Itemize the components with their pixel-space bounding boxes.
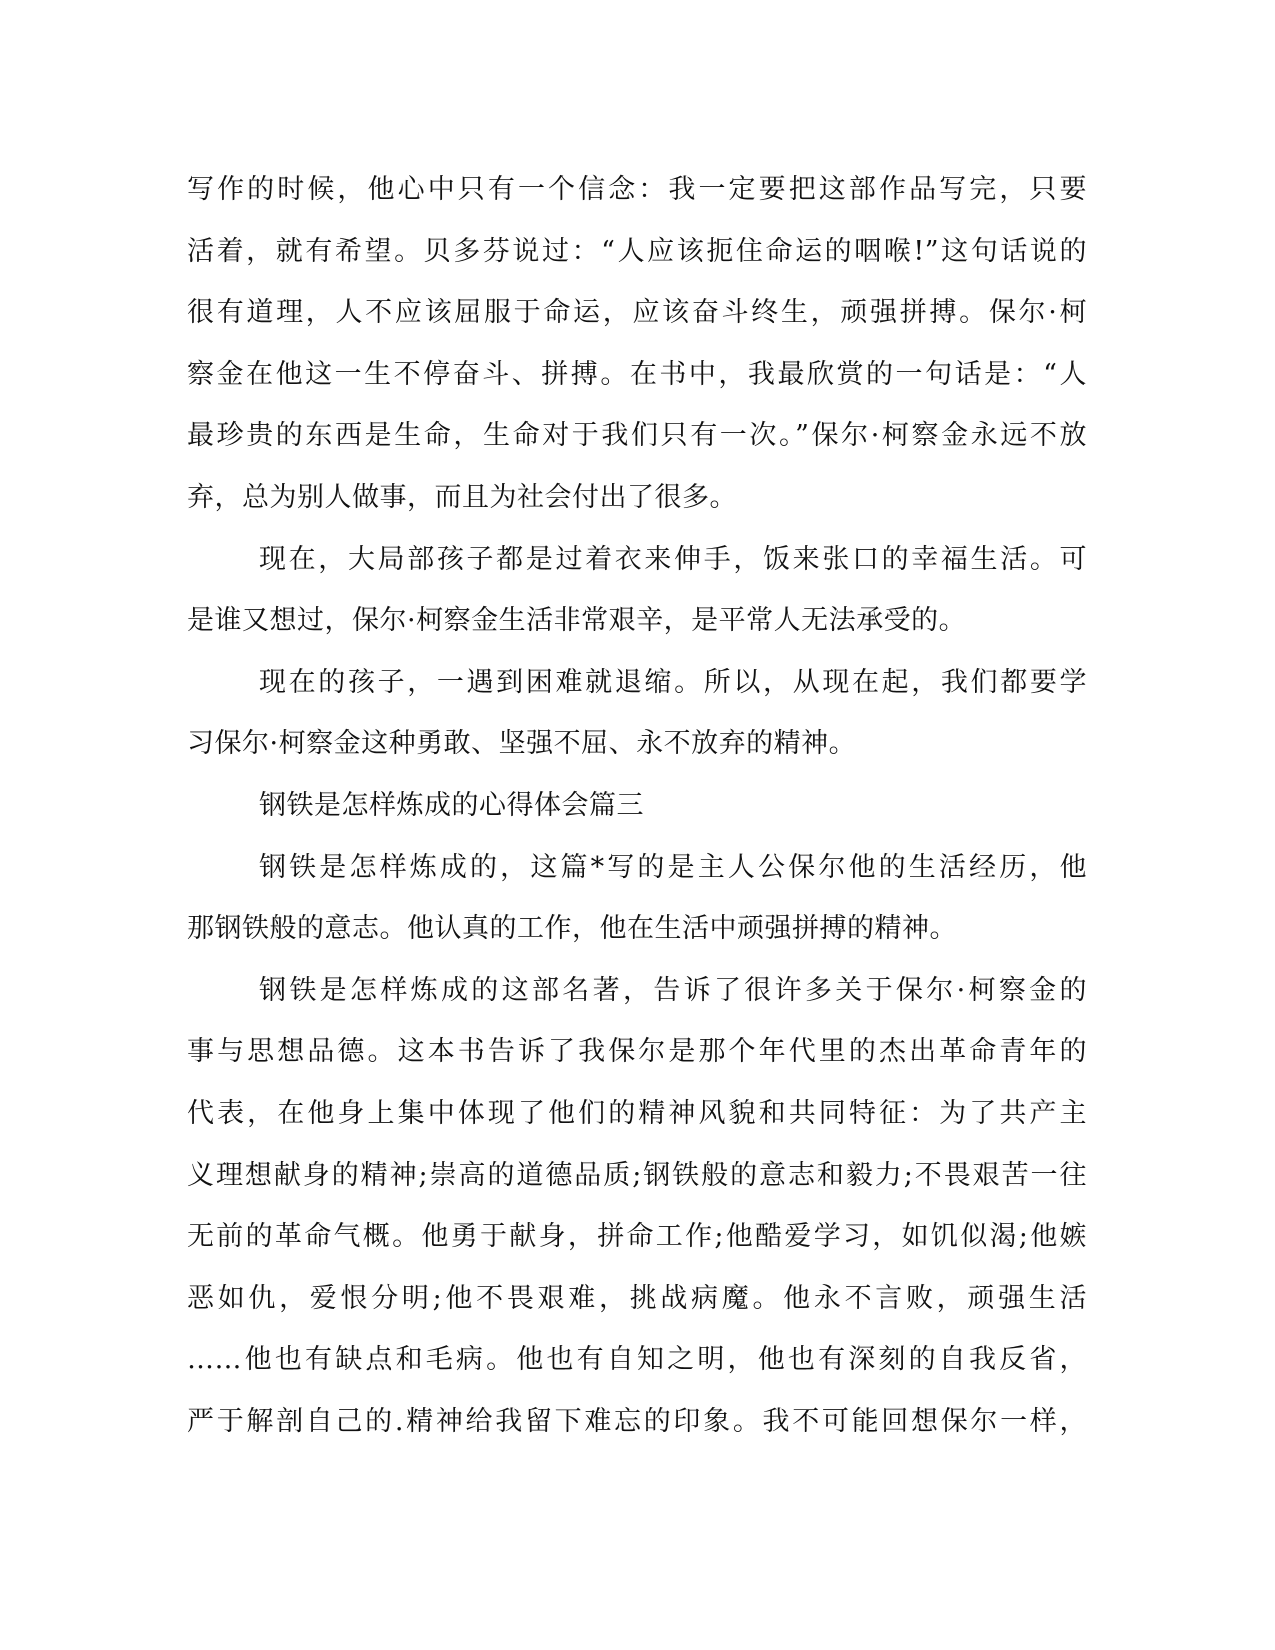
text-line-12: 钢铁是怎样炼成的，这篇*写的是主人公保尔他的生活经历，他	[259, 851, 1087, 883]
text-line-13: 那钢铁般的意志。他认真的工作，他在生活中顽强拼搏的精神。	[187, 913, 957, 945]
text-line-15: 事与思想品德。这本书告诉了我保尔是那个年代里的杰出革命青年的	[187, 1036, 1087, 1068]
text-line-7: 现在，大局部孩子都是过着衣来伸手，饭来张口的幸福生活。可	[259, 543, 1087, 575]
text-line-1: 写作的时候，他心中只有一个信念：我一定要把这部作品写完，只要	[187, 174, 1087, 205]
text-line-17: 义理想献身的精神;崇高的道德品质;钢铁般的意志和毅力;不畏艰苦一往	[187, 1159, 1087, 1191]
text-line-20: ……他也有缺点和毛病。他也有自知之明，他也有深刻的自我反省，	[187, 1344, 1087, 1376]
text-line-8: 是谁又想过，保尔·柯察金生活非常艰辛，是平常人无法承受的。	[187, 605, 967, 637]
document-body	[187, 159, 1087, 1452]
text-line-4: 察金在他这一生不停奋斗、拼搏。在书中，我最欣赏的一句话是：“人	[187, 358, 1087, 390]
text-line-21: 严于解剖自己的.精神给我留下难忘的印象。我不可能回想保尔一样，	[187, 1405, 1087, 1437]
text-line-14: 钢铁是怎样炼成的这部名著，告诉了很许多关于保尔·柯察金的	[259, 974, 1087, 1006]
text-line-18: 无前的革命气概。他勇于献身，拼命工作;他酷爱学习，如饥似渴;他嫉	[187, 1221, 1087, 1253]
text-line-19: 恶如仇，爱恨分明;他不畏艰难，挑战病魔。他永不言败，顽强生活	[187, 1282, 1087, 1314]
text-line-2: 活着，就有希望。贝多芬说过：“人应该扼住命运的咽喉!”这句话说的	[187, 235, 1087, 267]
text-line-9: 现在的孩子，一遇到困难就退缩。所以，从现在起，我们都要学	[259, 666, 1087, 698]
text-line-16: 代表，在他身上集中体现了他们的精神风貌和共同特征：为了共产主	[187, 1097, 1087, 1129]
text-line-10: 习保尔·柯察金这种勇敢、坚强不屈、永不放弃的精神。	[187, 728, 857, 760]
section-heading: 钢铁是怎样炼成的心得体会篇三	[259, 789, 644, 821]
text-line-5: 最珍贵的东西是生命，生命对于我们只有一次。”保尔·柯察金永远不放	[187, 420, 1087, 452]
text-line-3: 很有道理，人不应该屈服于命运，应该奋斗终生，顽强拼搏。保尔·柯	[187, 297, 1087, 329]
text-line-6: 弃，总为别人做事，而且为社会付出了很多。	[187, 481, 737, 513]
